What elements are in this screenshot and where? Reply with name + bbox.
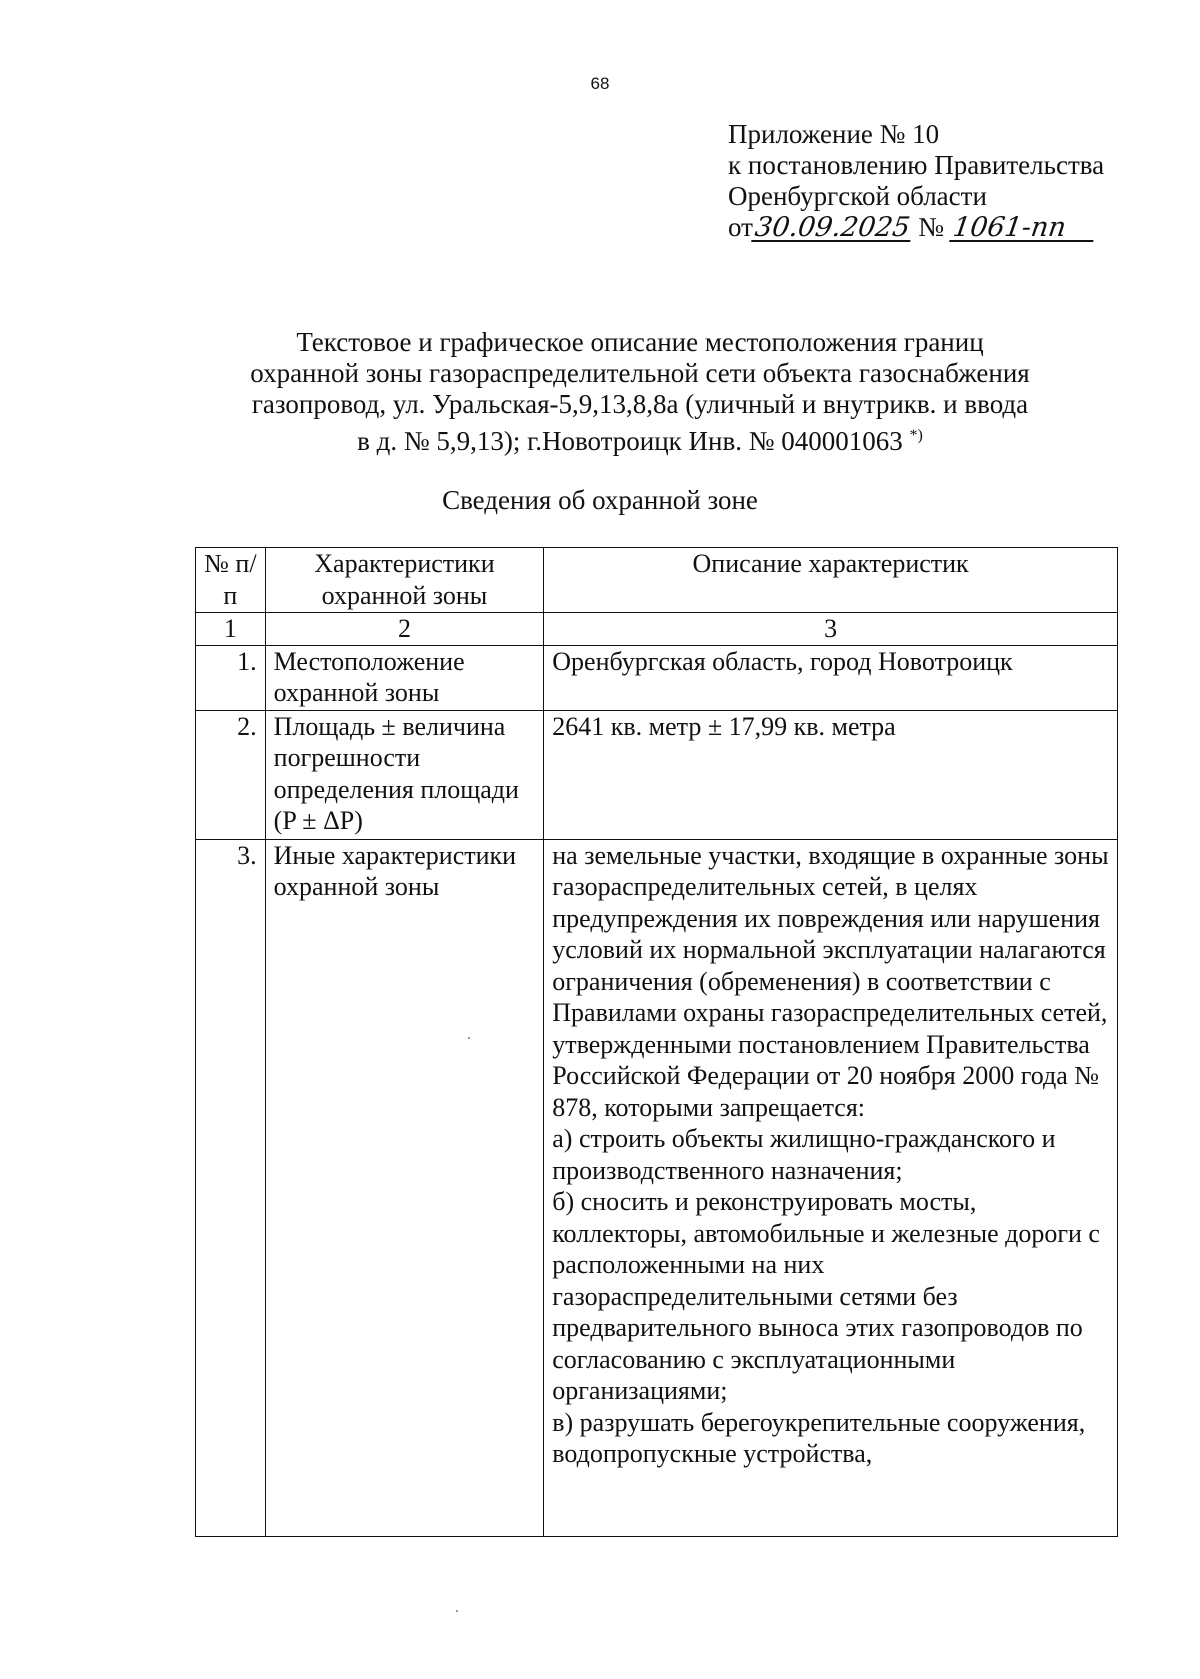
description-clause-c: в) разрушать берегоукрепительные сооружения, водопропускные устройства,: [552, 1407, 1086, 1468]
appendix-line-2: к постановлению Правительства: [728, 150, 1105, 180]
header-description: Описание характеристик: [544, 548, 1118, 613]
row-description: Оренбургская область, город Новотроицк: [544, 645, 1118, 710]
table-header-row: [196, 548, 1118, 613]
title-line-3: газопровод, ул. Уральская-5,9,13,8,8а (уличный и внутрикв. и ввода: [251, 389, 1029, 419]
index-cell-1: 1: [196, 613, 266, 646]
row-number: 1.: [196, 645, 266, 710]
title-line-4-text: в д. № 5,9,13); г.Новотроицк Инв. № 040001063: [357, 426, 903, 456]
scan-speck: [456, 1610, 458, 1612]
appendix-line-3: Оренбургской области: [728, 181, 987, 211]
appendix-number-label: №: [918, 212, 945, 242]
appendix-block: [728, 119, 1104, 243]
document-title: [160, 327, 1120, 457]
handwritten-date: 30.09.2025: [752, 212, 912, 243]
row-characteristic: Площадь ± величина погрешности определения площади (P ± ΔP): [265, 710, 544, 839]
row-number: 2.: [196, 710, 266, 839]
title-line-4: [160, 420, 1120, 457]
appendix-from-label: от: [728, 212, 753, 242]
page-number: 68: [590, 74, 610, 93]
table-row: [196, 710, 1118, 839]
scan-speck: [468, 1037, 470, 1039]
footnote-mark: *): [909, 427, 923, 444]
title-line-2: охранной зоны газораспределительной сети объекта газоснабжения: [250, 358, 1030, 388]
row-characteristic: Местоположение охранной зоны: [265, 645, 544, 710]
row-description: 2641 кв. метр ± 17,99 кв. метра: [544, 710, 1118, 839]
header-number: № п/п: [196, 548, 266, 613]
row-number: 3.: [196, 839, 266, 1536]
header-characteristics: Характеристики охранной зоны: [265, 548, 544, 613]
appendix-line-1: Приложение № 10: [728, 119, 940, 149]
table-index-row: [196, 613, 1118, 646]
protection-zone-table: [195, 547, 1118, 1537]
section-subtitle: Сведения об охранной зоне: [442, 485, 758, 515]
index-cell-3: 3: [544, 613, 1118, 646]
description-intro: на земельные участки, входящие в охранные зоны газораспределительных сетей, в целях предупреждения их повреждения или нарушения условий их нормальной эксплуатации налагаются ограничения (обременения) в соответствии с Правилами охраны газораспределительных сетей, утвержденными постановлением Правительства Российской Федерации от 20 ноября 2000 года № 878, которыми запрещается:: [552, 840, 1109, 1122]
index-cell-2: 2: [265, 613, 544, 646]
table-row: [196, 839, 1118, 1536]
description-clause-a: а) строить объекты жилищно-гражданского и производственного назначения;: [552, 1124, 1056, 1185]
table-row: [196, 645, 1118, 710]
row-description: [544, 839, 1118, 1536]
row-characteristic: Иные характеристики охранной зоны: [265, 839, 544, 1536]
appendix-date-line: [728, 212, 1104, 243]
description-clause-b: б) сносить и реконструировать мосты, коллекторы, автомобильные и железные дороги с расположенными на них газораспределительными сетями без предварительного выноса этих газопроводов по согласованию с эксплуатационными организациями;: [552, 1187, 1100, 1405]
handwritten-number: 1061-пп: [949, 216, 1097, 242]
title-line-1: Текстовое и графическое описание местоположения границ: [296, 327, 984, 357]
